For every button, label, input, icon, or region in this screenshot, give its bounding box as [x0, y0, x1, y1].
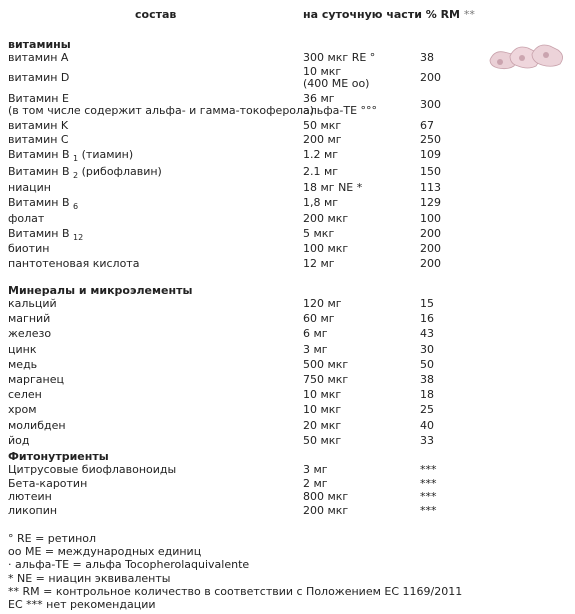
- nutrient-amount: 300 мкг RE °: [303, 51, 376, 64]
- nutrient-pct: 250: [420, 133, 441, 146]
- nutrient-name: магний: [8, 312, 51, 326]
- nutrient-pct: 16: [420, 312, 434, 326]
- nutrient-amount: 2 мг: [303, 476, 328, 490]
- nutrient-pct: ***: [420, 463, 437, 476]
- nutrient-pct: 18: [420, 388, 434, 402]
- nutrient-name: хром: [8, 403, 37, 417]
- nutrient-pct: ***: [420, 490, 437, 503]
- nutrient-amount: 3 мг: [303, 463, 328, 476]
- nutrient-amount: 20 мкг: [303, 418, 342, 432]
- nutrient-amount-line1: 10 мкг: [303, 65, 342, 78]
- nutrient-pct: 15: [420, 297, 434, 310]
- section-phytonutrients: Фитонутриенты: [8, 450, 109, 463]
- footnote-line: ЕС *** нет рекомендации: [8, 598, 156, 611]
- nutrient-name: витамин A: [8, 51, 69, 64]
- nutrient-name: пантотеновая кислота: [8, 257, 140, 270]
- section-vitamins: витамины: [8, 38, 71, 51]
- nutrient-name-post: (рибофлавин): [81, 165, 162, 178]
- nutrient-amount: 200 мг: [303, 133, 342, 146]
- nutrient-amount-line1: 36 мг: [303, 92, 335, 105]
- nutrient-pct: 200: [420, 242, 441, 255]
- nutrient-name: Цитрусовые биофлавоноиды: [8, 463, 177, 476]
- nutrient-amount: 100 мкг: [303, 242, 349, 255]
- nutrient-pct: 33: [420, 433, 434, 447]
- section-minerals: Минералы и микроэлементы: [8, 284, 193, 297]
- nutrient-pct: ***: [420, 476, 437, 490]
- nutrient-pct: 109: [420, 148, 441, 161]
- nutrient-amount: 120 мг: [303, 297, 342, 310]
- nutrient-name-sub: 2: [73, 171, 79, 180]
- nutrient-name: молибден: [8, 418, 66, 432]
- nutrient-amount: 6 мг: [303, 327, 328, 341]
- nutrient-name: медь: [8, 357, 38, 371]
- header-per-day-text: на суточную части % RM: [303, 8, 460, 21]
- nutrient-pct: 150: [420, 165, 441, 178]
- nutrient-name-sub: 1: [73, 154, 79, 163]
- footnote-line: оо МЕ = международных единиц: [8, 545, 202, 559]
- nutrient-name-sub: 12: [73, 233, 84, 242]
- nutrient-name-pre: Витамин B: [8, 227, 70, 240]
- nutrient-amount: 750 мкг: [303, 373, 349, 386]
- nutrient-amount: 10 мкг: [303, 388, 342, 402]
- nutrient-name: ниацин: [8, 181, 51, 194]
- nutrient-amount: 200 мкг: [303, 212, 349, 225]
- nutrient-amount: 50 мкг: [303, 119, 342, 132]
- nutrient-amount: 1,8 мг: [303, 196, 339, 209]
- nutrient-name-pre: Витамин B: [8, 148, 70, 161]
- nutrient-pct: 300: [420, 98, 441, 111]
- nutrient-pct: 25: [420, 403, 434, 417]
- nutrient-name-sub: 6: [73, 202, 79, 211]
- nutrient-name: витамин K: [8, 119, 69, 132]
- nutrient-amount: 60 мг: [303, 312, 335, 326]
- nutrient-name: кальций: [8, 297, 57, 310]
- nutrient-name: [8, 197, 78, 210]
- nutrient-name-line1: Витамин Е: [8, 92, 69, 105]
- nutrient-pct: 200: [420, 227, 441, 240]
- footnote-line: * NE = ниацин эквиваленты: [8, 571, 171, 585]
- nutrient-name: ликопин: [8, 503, 58, 517]
- nutrient-amount: 2.1 мг: [303, 165, 339, 178]
- nutrient-amount: 1.2 мг: [303, 148, 339, 161]
- nutrient-pct: 43: [420, 327, 434, 341]
- nutrient-name: [8, 228, 83, 241]
- nutrient-amount: 3 мг: [303, 342, 328, 356]
- nutrient-pct: 100: [420, 212, 441, 225]
- nutrient-name: селен: [8, 388, 42, 402]
- nutrient-name-pre: Витамин B: [8, 165, 70, 178]
- nutrient-name-line2: (в том числе содержит альфа- и гамма-токоферола): [8, 104, 315, 117]
- footnote-line: ° RE = ретинол: [8, 532, 97, 545]
- nutrient-name: йод: [8, 433, 30, 447]
- nutrient-name-post: (тиамин): [81, 148, 134, 161]
- nutrient-pct: 50: [420, 357, 434, 371]
- nutrient-pct: 40: [420, 418, 434, 432]
- nutrient-name: витамин C: [8, 133, 69, 146]
- nutrient-name: железо: [8, 327, 52, 341]
- nutrient-pct: 129: [420, 196, 441, 209]
- nutrient-pct: 113: [420, 181, 441, 194]
- nutrient-name: фолат: [8, 212, 45, 225]
- footnote-line: · альфа-ТЕ = альфа Tocopherolaquivalente: [8, 558, 250, 572]
- nutrient-name: Бета-каротин: [8, 476, 88, 490]
- nutrient-name: лютеин: [8, 490, 52, 503]
- nutrient-name: цинк: [8, 342, 37, 356]
- nutrient-pct: 38: [420, 373, 434, 386]
- nutrient-amount: 500 мкг: [303, 357, 349, 371]
- footnote-line: ** RM = контрольное количество в соответствии с Положением ЕС 1169/2011: [8, 584, 463, 598]
- nutrient-name-pre: Витамин B: [8, 196, 70, 209]
- nutrient-pct: 200: [420, 71, 441, 84]
- nutrient-amount: 5 мкг: [303, 227, 335, 240]
- nutrient-name: марганец: [8, 373, 64, 386]
- nutrient-amount: 18 мг NE *: [303, 181, 363, 194]
- nutrient-name: [8, 149, 133, 162]
- nutrient-amount-line2: (400 МЕ оо): [303, 77, 370, 90]
- header-composition: состав: [135, 8, 177, 21]
- nutrient-pct: 30: [420, 342, 434, 356]
- nutrient-amount: 12 мг: [303, 257, 335, 270]
- nutrient-pct: 38: [420, 51, 434, 64]
- nutrient-pct: 67: [420, 119, 434, 132]
- nutrient-amount: 50 мкг: [303, 433, 342, 447]
- nutrient-name: [8, 166, 162, 179]
- nutrient-name: витамин D: [8, 71, 70, 84]
- nutrient-pct: ***: [420, 503, 437, 517]
- tablets-image: [488, 38, 568, 78]
- nutrient-pct: 200: [420, 257, 441, 270]
- nutrient-name: биотин: [8, 242, 50, 255]
- header-per-day: [303, 8, 475, 21]
- nutrient-amount: 200 мкг: [303, 503, 349, 517]
- nutrient-amount-line2: альфа-ТЕ °°°: [303, 104, 378, 117]
- nutrient-amount: 10 мкг: [303, 403, 342, 417]
- nutrient-amount: 800 мкг: [303, 490, 349, 503]
- header-per-day-mark: **: [463, 8, 475, 21]
